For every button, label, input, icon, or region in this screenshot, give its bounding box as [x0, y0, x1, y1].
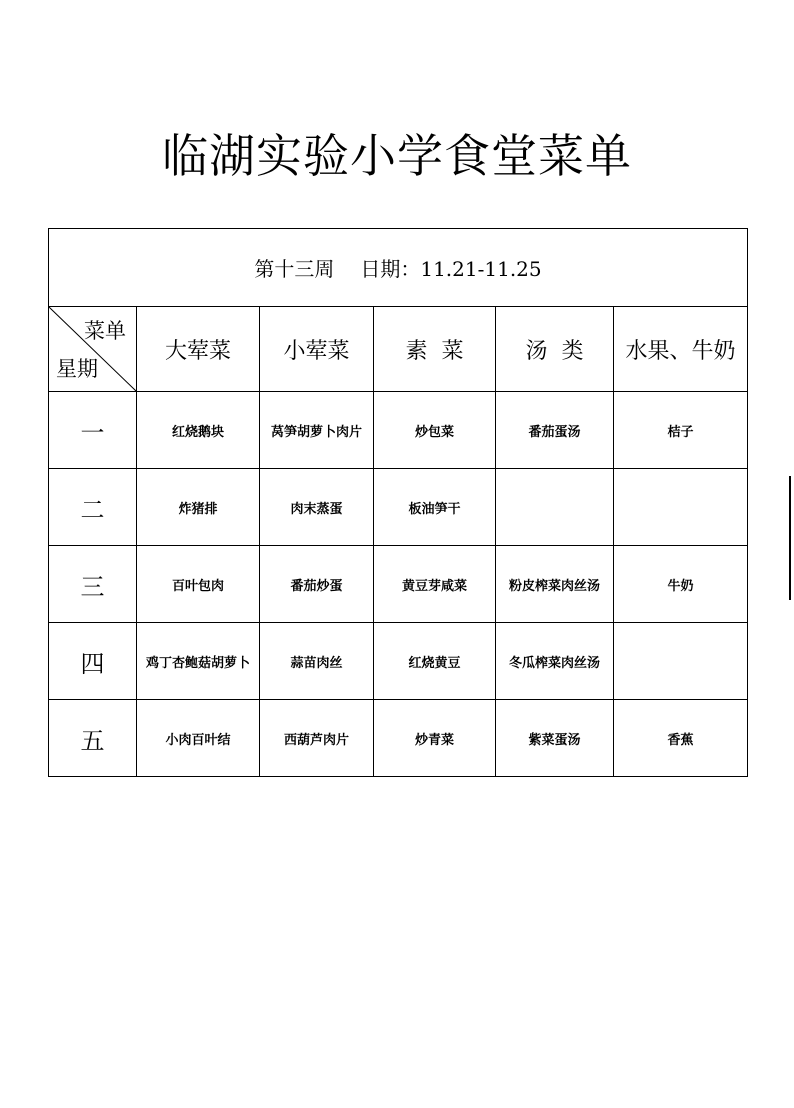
dish-cell: 粉皮榨菜肉丝汤: [496, 546, 614, 623]
dish-cell: 桔子: [614, 392, 748, 469]
dish-cell: [614, 469, 748, 546]
dish-cell: 番茄炒蛋: [260, 546, 374, 623]
day-cell: 一: [49, 392, 137, 469]
day-cell: 二: [49, 469, 137, 546]
table-row: [49, 546, 748, 623]
dish-cell: 香蕉: [614, 700, 748, 777]
table-row: [49, 700, 748, 777]
dish-cell: 板油笋干: [374, 469, 496, 546]
dish-cell: 红烧鹅块: [137, 392, 260, 469]
page-title: 临湖实验小学食堂菜单: [162, 129, 632, 183]
date-label: 日期：11.21-11.25: [360, 257, 542, 281]
table-row: [49, 623, 748, 700]
menu-table: [48, 228, 748, 777]
dish-cell: 牛奶: [614, 546, 748, 623]
column-header: 素 菜: [374, 307, 496, 392]
column-header: 水果、牛奶: [614, 307, 748, 392]
corner-label-weekday: 星期: [56, 357, 98, 381]
table-row: [49, 469, 748, 546]
dish-cell: 百叶包肉: [137, 546, 260, 623]
dish-cell: 西葫芦肉片: [260, 700, 374, 777]
week-row: [49, 229, 748, 307]
dish-cell: [496, 469, 614, 546]
dish-cell: 炒包菜: [374, 392, 496, 469]
dish-cell: [614, 623, 748, 700]
dish-cell: 炸猪排: [137, 469, 260, 546]
dish-cell: 肉末蒸蛋: [260, 469, 374, 546]
day-cell: 四: [49, 623, 137, 700]
week-label: 第十三周: [254, 257, 335, 281]
column-header: 大荤菜: [137, 307, 260, 392]
day-cell: 三: [49, 546, 137, 623]
dish-cell: 冬瓜榨菜肉丝汤: [496, 623, 614, 700]
day-cell: 五: [49, 700, 137, 777]
corner-header-cell: [49, 307, 137, 392]
column-header: 小荤菜: [260, 307, 374, 392]
table-row: [49, 392, 748, 469]
dish-cell: 小肉百叶结: [137, 700, 260, 777]
dish-cell: 炒青菜: [374, 700, 496, 777]
week-cell: [49, 229, 748, 307]
dish-cell: 番茄蛋汤: [496, 392, 614, 469]
dish-cell: 紫菜蛋汤: [496, 700, 614, 777]
header-row: [49, 307, 748, 392]
dish-cell: 蒜苗肉丝: [260, 623, 374, 700]
dish-cell: 莴笋胡萝卜肉片: [260, 392, 374, 469]
corner-label-menu: 菜单: [84, 319, 126, 343]
dish-cell: 红烧黄豆: [374, 623, 496, 700]
page-edge-mark: [789, 476, 791, 600]
dish-cell: 黄豆芽咸菜: [374, 546, 496, 623]
column-header: 汤 类: [496, 307, 614, 392]
dish-cell: 鸡丁杏鲍菇胡萝卜: [137, 623, 260, 700]
